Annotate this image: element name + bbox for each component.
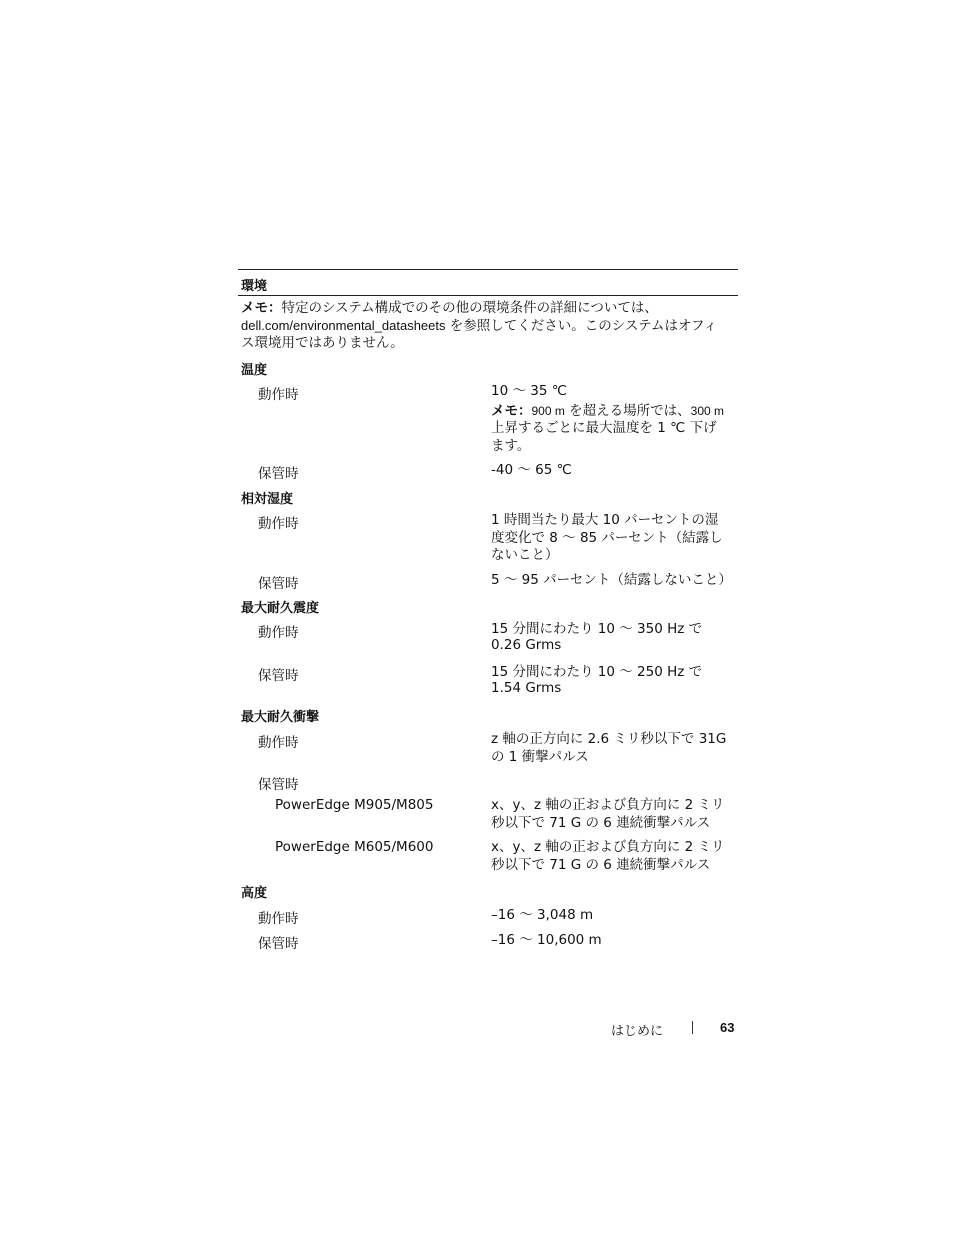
humidity-heading: 相対湿度 bbox=[241, 492, 294, 507]
shock-m605-value: x、y、z 軸の正および負方向に 2 ミリ 秒以下で 71 G の 6 連続衝撃パルス bbox=[491, 839, 725, 873]
page-number: 63 bbox=[720, 1020, 735, 1035]
shock-m905-value: x、y、z 軸の正および負方向に 2 ミリ 秒以下で 71 G の 6 連続衝撃パルス bbox=[491, 797, 725, 831]
temperature-storage-value: -40 〜 65 ℃ bbox=[491, 462, 572, 478]
temperature-operating-value bbox=[491, 383, 736, 455]
humidity-operating-value: 1 時間当たり最大 10 パーセントの湿 度変化で 8 〜 85 パーセント（結露し ないこと） bbox=[491, 512, 723, 563]
shock-heading: 最大耐久衝撃 bbox=[241, 710, 320, 725]
environment-table-header bbox=[238, 269, 738, 351]
altitude-storage-label: 保管時 bbox=[258, 936, 299, 952]
vibration-storage-value: 15 分間にわたり 10 〜 250 Hz で 1.54 Grms bbox=[491, 664, 703, 696]
footer-section-title: はじめに bbox=[611, 1024, 664, 1039]
note-label: メモ： bbox=[241, 300, 282, 316]
temperature-storage-label: 保管時 bbox=[258, 466, 299, 482]
footer-divider bbox=[692, 1021, 693, 1034]
shock-m605-label: PowerEdge M605/M600 bbox=[275, 839, 434, 855]
temperature-operating-note: メモ：900 m を超える場所では、300 m 上昇するごとに最大温度を 1 ℃ 下げ ます。 bbox=[491, 402, 725, 454]
humidity-storage-value: 5 〜 95 パーセント（結露しないこと） bbox=[491, 572, 732, 588]
altitude-operating-label: 動作時 bbox=[258, 911, 299, 927]
shock-storage-label: 保管時 bbox=[258, 777, 299, 793]
humidity-storage-label: 保管時 bbox=[258, 576, 299, 592]
temperature-note-label: メモ： bbox=[491, 402, 532, 419]
note-text-3: ス環境用ではありません。 bbox=[241, 335, 404, 351]
altitude-heading: 高度 bbox=[241, 886, 268, 901]
vibration-heading: 最大耐久震度 bbox=[241, 601, 320, 616]
temperature-operating-range: 10 〜 35 ℃ bbox=[491, 383, 567, 399]
note-text-1: 特定のシステム構成でのその他の環境条件の詳細については、 bbox=[281, 300, 658, 316]
temperature-heading: 温度 bbox=[241, 363, 268, 378]
datasheets-link[interactable]: dell.com/environmental_datasheets bbox=[241, 318, 446, 333]
shock-operating-value: z 軸の正方向に 2.6 ミリ秒以下で 31G の 1 衝撃パルス bbox=[491, 731, 727, 765]
note-text-2: を参照してください。このシステムはオフィ bbox=[445, 318, 717, 334]
altitude-storage-value: –16 〜 10,600 m bbox=[491, 932, 602, 948]
environment-note bbox=[238, 296, 738, 351]
shock-operating-label: 動作時 bbox=[258, 735, 299, 751]
vibration-operating-label: 動作時 bbox=[258, 625, 299, 641]
temperature-operating-label: 動作時 bbox=[258, 387, 299, 403]
vibration-operating-value: 15 分間にわたり 10 〜 350 Hz で 0.26 Grms bbox=[491, 621, 703, 653]
table-title: 環境 bbox=[241, 279, 268, 294]
altitude-operating-value: –16 〜 3,048 m bbox=[491, 907, 594, 923]
shock-m905-label: PowerEdge M905/M805 bbox=[275, 797, 434, 813]
humidity-operating-label: 動作時 bbox=[258, 516, 299, 532]
vibration-storage-label: 保管時 bbox=[258, 668, 299, 684]
